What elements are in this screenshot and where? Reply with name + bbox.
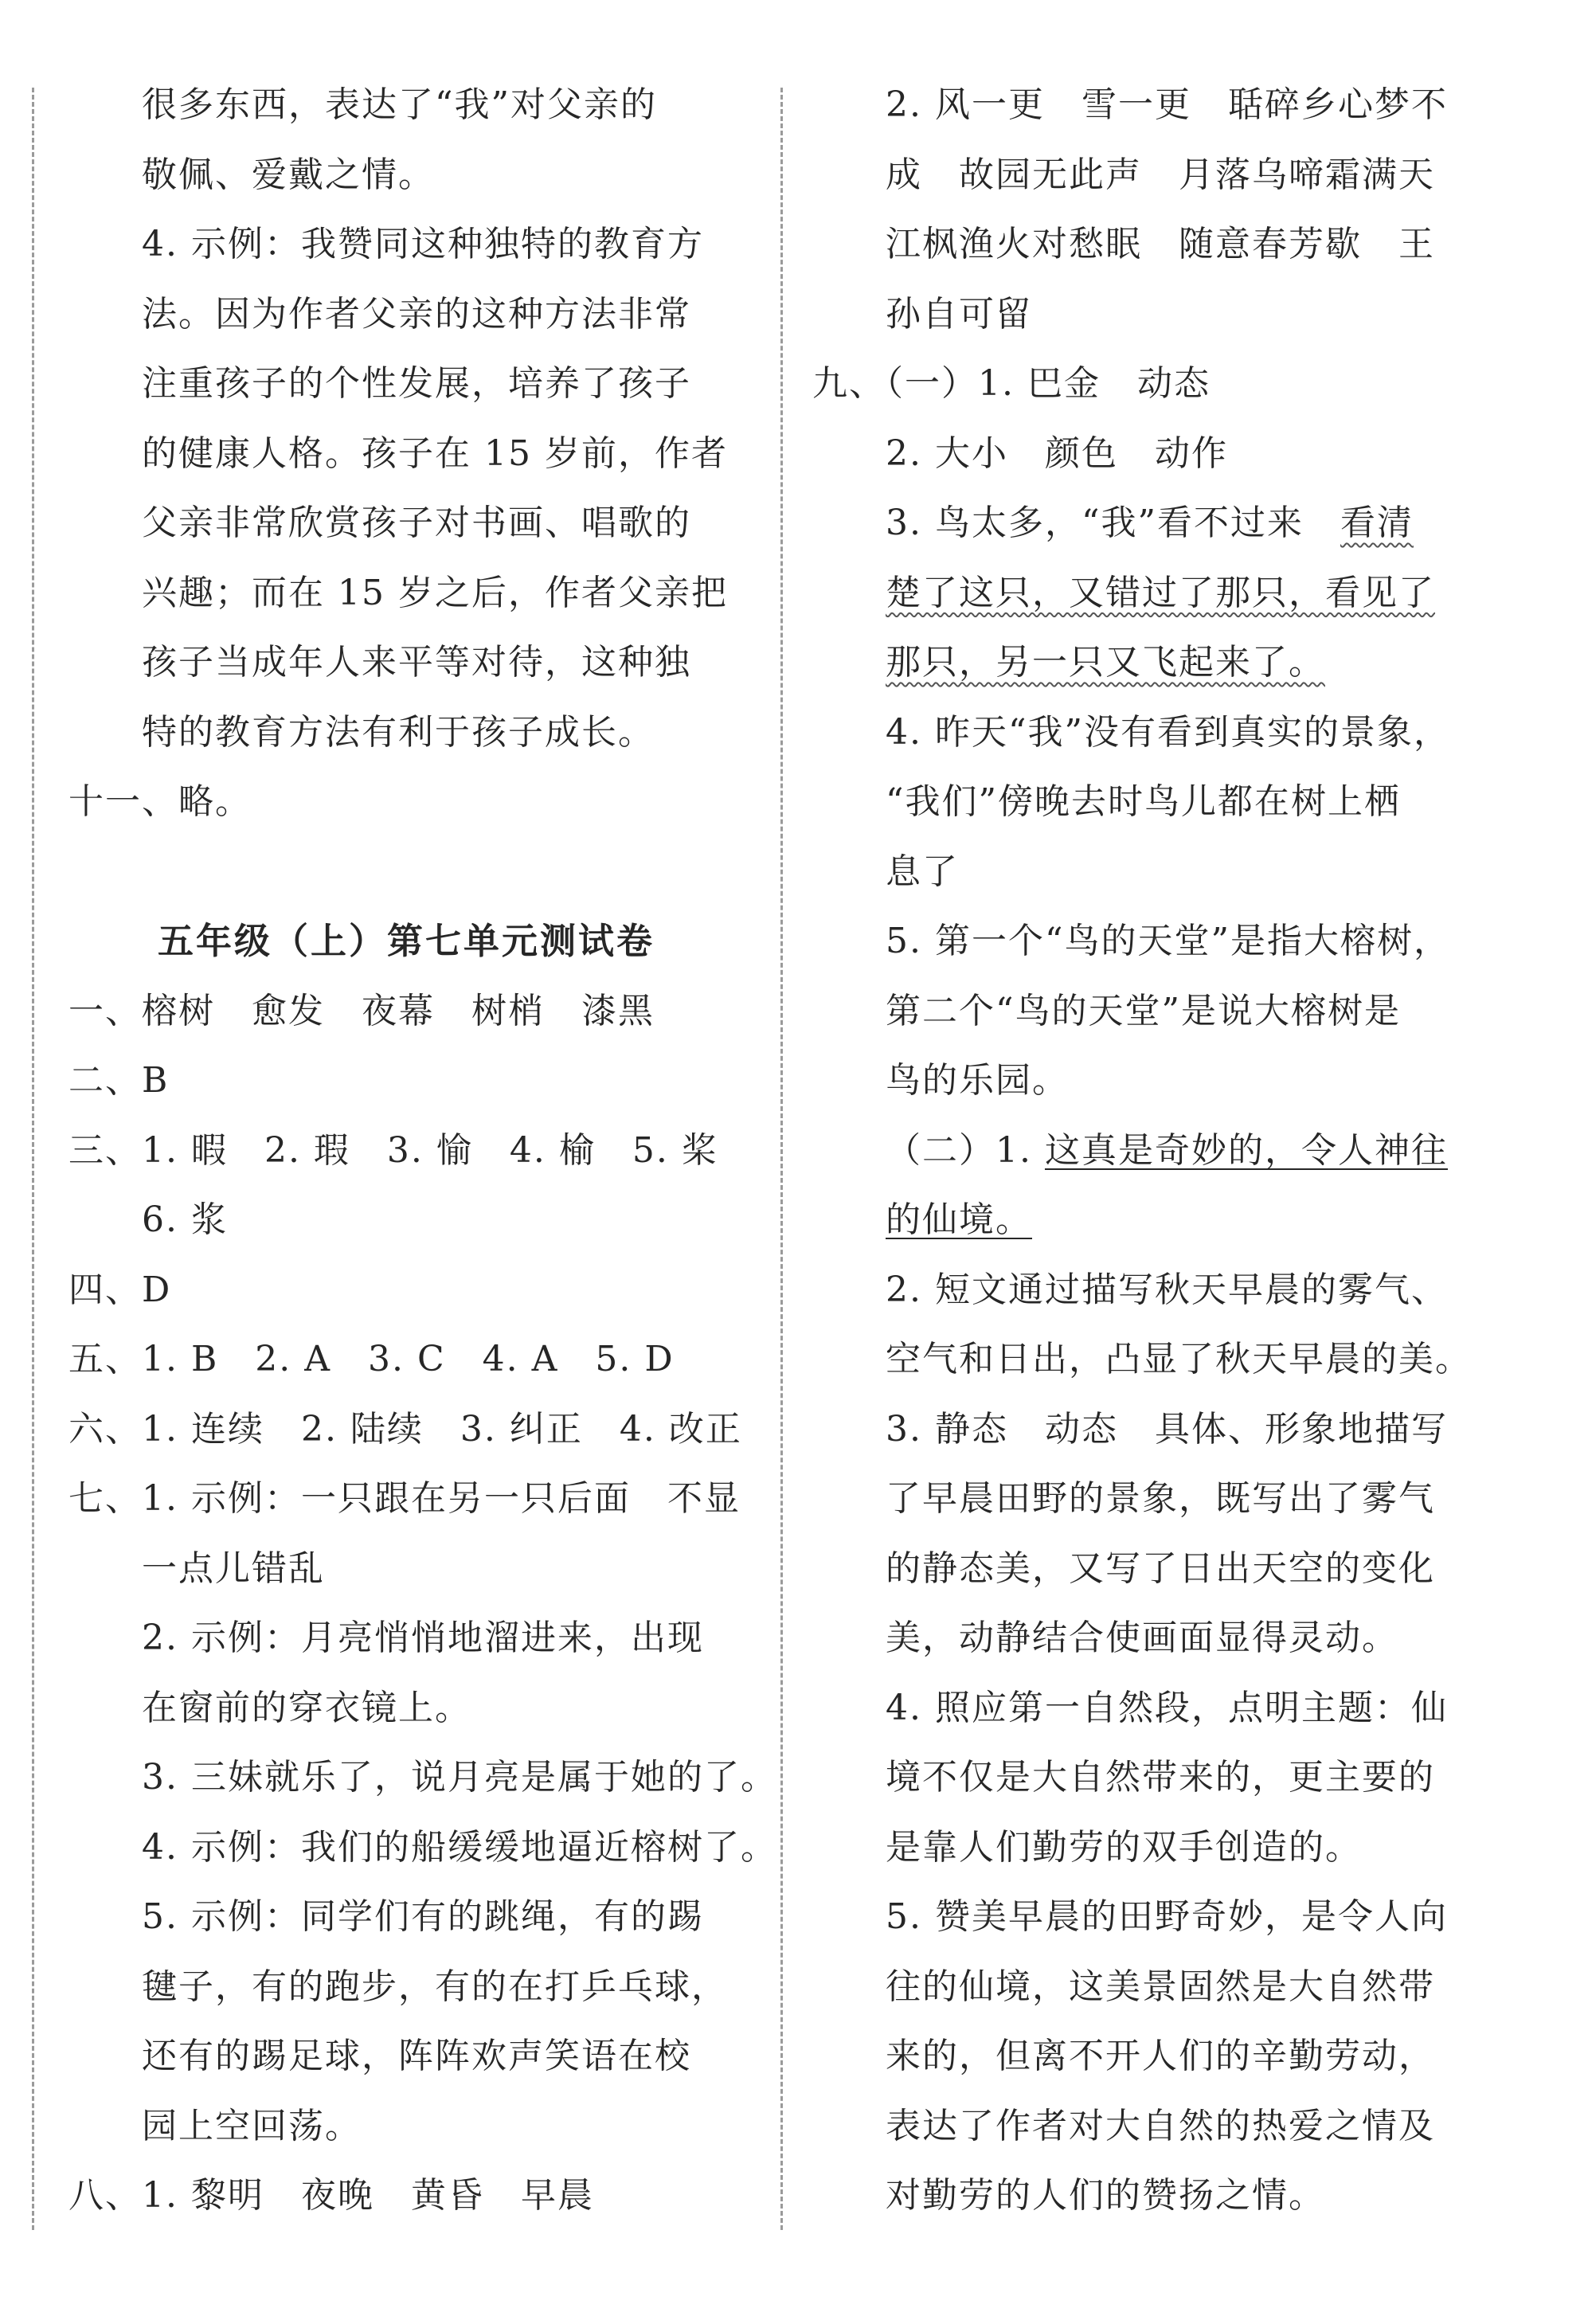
answer-line (68, 209, 761, 280)
answer-text: “我们”傍晚去时鸟儿都在树上栖 (886, 781, 1401, 822)
answer-line (68, 1813, 777, 1883)
answer-line (68, 70, 761, 140)
answer-text: 一、榕树 愈发 夜幕 树梢 漆黑 (68, 990, 655, 1031)
answer-line (812, 906, 1513, 976)
answer-text: 八、1. 黎明 夜晚 黄昏 早晨 (68, 2175, 594, 2216)
left-margin-rule (32, 88, 34, 2230)
answer-line (68, 628, 761, 698)
answer-line (812, 1673, 1513, 1743)
answer-text: 4. 示例：我们的船缓缓地逼近榕树了。 (142, 1826, 777, 1868)
answer-text: 美，动静结合使画面显得灵动。 (886, 1618, 1398, 1658)
answer-line (68, 1185, 761, 1255)
answer-text: 6. 浆 (142, 1199, 228, 1240)
answer-text: 特的教育方法有利于孩子成长。 (142, 711, 655, 753)
answer-line (812, 140, 1513, 210)
answer-line (68, 2091, 761, 2162)
answer-line (68, 1324, 761, 1395)
answer-line (812, 767, 1513, 837)
answer-line (812, 349, 1513, 419)
answer-text: 在窗前的穿衣镜上。 (142, 1687, 471, 1728)
answer-text: 的静态美，又写了日出天空的变化 (886, 1547, 1435, 1589)
answer-text: 园上空回荡。 (142, 2105, 362, 2146)
wavy-underlined-text: 那只，另一只又飞起来了。 (886, 642, 1325, 683)
answer-text: 法。因为作者父亲的这种方法非常 (142, 293, 691, 335)
wavy-underlined-text: 楚了这只，又错过了那只，看见了 (886, 572, 1435, 613)
answer-text: 七、1. 示例：一只跟在另一只后面 不显 (68, 1478, 741, 1519)
answer-line (812, 1743, 1513, 1813)
answer-line (812, 1395, 1513, 1465)
answer-line (812, 698, 1513, 768)
answer-text: 兴趣；而在 15 岁之后，作者父亲把 (142, 572, 728, 613)
answer-line (812, 1813, 1513, 1883)
answer-line (812, 209, 1513, 280)
answer-line (812, 837, 1513, 907)
answer-line (812, 1046, 1513, 1116)
answer-text: 三、1. 暇 2. 瑕 3. 愉 4. 榆 5. 桨 (68, 1129, 718, 1171)
answer-text: 4. 示例：我赞同这种独特的教育方 (142, 224, 704, 264)
answer-text: 来的，但离不开人们的辛勤劳动， (886, 2036, 1435, 2076)
answer-line (812, 419, 1513, 489)
answer-text: 敬佩、爱戴之情。 (142, 154, 435, 195)
answer-text: 的健康人格。孩子在 15 岁前，作者 (142, 432, 728, 474)
answer-line (68, 140, 761, 210)
answer-text: 空气和日出，凸显了秋天早晨的美。 (886, 1339, 1472, 1379)
answer-text: 毽子，有的跑步，有的在打乒乓球， (142, 1966, 728, 2007)
answer-line (812, 558, 1513, 628)
answer-text: （二）1. (886, 1129, 1045, 1171)
answer-line (68, 1673, 761, 1743)
answer-line (812, 1185, 1513, 1255)
answer-line (68, 488, 761, 558)
answer-line (68, 1464, 761, 1534)
answer-text: 3. 三妹就乐了，说月亮是属于她的了。 (142, 1757, 777, 1798)
answer-line (68, 1743, 777, 1813)
answer-text: 十一、略。 (68, 781, 252, 822)
answer-line (812, 488, 1513, 558)
answer-text: 五、1. B 2. A 3. C 4. A 5. D (68, 1339, 675, 1379)
left-column (68, 70, 777, 2231)
answer-text: 九、（一）1. 巴金 动态 (812, 363, 1211, 404)
answer-text: 孩子当成年人来平等对待，这种独 (142, 642, 691, 683)
answer-line (812, 1952, 1513, 2022)
answer-line (812, 70, 1513, 140)
answer-line (812, 1464, 1513, 1534)
answer-text: 2. 示例：月亮悄悄地溜进来，出现 (142, 1618, 704, 1658)
answer-line (812, 976, 1513, 1047)
answer-line (812, 1255, 1513, 1325)
answer-line (812, 2161, 1513, 2231)
underlined-text: 的仙境。 (886, 1199, 1032, 1240)
answer-text: 鸟的乐园。 (886, 1060, 1069, 1101)
answer-line (68, 1534, 761, 1604)
underlined-text: 这真是奇妙的，令人神往 (1044, 1129, 1448, 1171)
answer-text: 四、D (68, 1269, 172, 1310)
answer-line (68, 1046, 761, 1116)
answer-text: 息了 (886, 851, 959, 892)
answer-text: 江枫渔火对愁眠 随意春芳歇 王 (886, 224, 1435, 264)
answer-text: 六、1. 连续 2. 陆续 3. 纠正 4. 改正 (68, 1408, 742, 1450)
answer-line (812, 280, 1513, 350)
answer-line (68, 280, 761, 350)
answer-text: 孙自可留 (886, 293, 1032, 335)
answer-text: 3. 静态 动态 具体、形象地描写 (886, 1408, 1448, 1450)
answer-text: 对勤劳的人们的赞扬之情。 (886, 2175, 1325, 2216)
answer-text: 第二个“鸟的天堂”是说大榕树是 (886, 990, 1401, 1031)
answer-line (68, 1882, 761, 1952)
answer-line (812, 1882, 1513, 1952)
answer-line (68, 976, 761, 1047)
right-column (812, 70, 1513, 2231)
answer-line (68, 1603, 761, 1673)
answer-text: 5. 示例：同学们有的跳绳，有的踢 (142, 1896, 704, 1937)
answer-line (812, 2021, 1513, 2091)
answer-line (68, 2021, 761, 2091)
answer-text: 2. 风一更 雪一更 聒碎乡心梦不 (886, 84, 1448, 125)
answer-line (68, 2161, 761, 2231)
answer-text: 境不仅是大自然带来的，更主要的 (886, 1757, 1435, 1798)
answer-text: 往的仙境，这美景固然是大自然带 (886, 1966, 1435, 2007)
answer-text: 表达了作者对大自然的热爱之情及 (886, 2105, 1435, 2146)
answer-line (68, 349, 761, 419)
answer-line (68, 767, 761, 837)
answer-line (68, 558, 761, 628)
answer-line (812, 1116, 1513, 1186)
answer-text: 2. 短文通过描写秋天早晨的雾气、 (886, 1269, 1448, 1310)
answer-text: 4. 照应第一自然段，点明主题：仙 (886, 1687, 1448, 1728)
answer-text: 成 故园无此声 月落乌啼霜满天 (886, 154, 1435, 195)
answer-text: 还有的踢足球，阵阵欢声笑语在校 (142, 2036, 691, 2076)
answer-text: 一点儿错乱 (142, 1547, 325, 1589)
answer-text: 是靠人们勤劳的双手创造的。 (886, 1826, 1362, 1868)
answer-text: 五年级（上）第七单元测试卷 (158, 920, 655, 962)
answer-line (812, 1603, 1513, 1673)
answer-text: 了早晨田野的景象，既写出了雾气 (886, 1478, 1435, 1519)
answer-line (68, 698, 761, 768)
column-divider-rule (780, 88, 783, 2230)
answer-line (812, 1534, 1513, 1604)
answer-line (68, 419, 761, 489)
answer-text: 5. 赞美早晨的田野奇妙，是令人向 (886, 1896, 1448, 1937)
blank-line (68, 837, 761, 907)
answer-text: 3. 鸟太多，“我”看不过来 (886, 503, 1340, 543)
answer-line (812, 2091, 1513, 2162)
answer-text: 父亲非常欣赏孩子对书画、唱歌的 (142, 503, 691, 543)
answer-line (68, 1395, 761, 1465)
wavy-underlined-text: 看清 (1340, 503, 1414, 543)
answer-line (68, 1952, 761, 2022)
answer-text: 4. 昨天“我”没有看到真实的景象， (886, 711, 1450, 753)
answer-text: 5. 第一个“鸟的天堂”是指大榕树， (886, 921, 1450, 961)
answer-text: 二、B (68, 1060, 170, 1101)
answer-text: 2. 大小 颜色 动作 (886, 432, 1228, 474)
answer-line (68, 1116, 761, 1186)
answer-text: 很多东西，表达了“我”对父亲的 (142, 84, 657, 125)
answer-text: 注重孩子的个性发展，培养了孩子 (142, 363, 691, 404)
answer-line (68, 1255, 761, 1325)
answer-line (812, 1324, 1513, 1395)
answer-line (812, 628, 1513, 698)
section-title (68, 906, 761, 976)
